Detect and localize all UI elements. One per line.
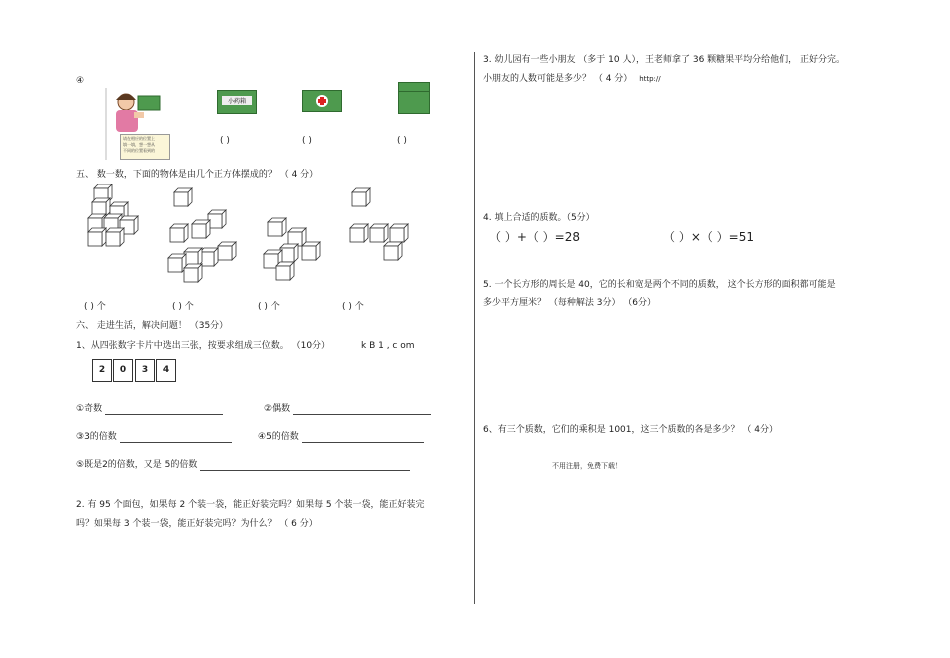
item-number-4: ④ — [76, 76, 85, 86]
front-view-box — [217, 90, 257, 114]
column-divider — [474, 52, 475, 604]
mult5-answer-line[interactable] — [302, 433, 424, 443]
blank-view-3: ( ) — [397, 136, 407, 146]
q3-noise: http:// — [639, 75, 661, 83]
top-view-box — [398, 82, 430, 114]
q4-equation-1: （ ）+（ ）=28 — [489, 230, 581, 244]
mult2and5-answer-line[interactable] — [200, 461, 410, 471]
speech-caption — [120, 134, 170, 160]
even-label: ②偶数 — [264, 404, 291, 414]
child-medicine-kit-illustration — [104, 86, 172, 162]
q5-line2: 多少平方厘米？ （每种解法 3分） （6分） — [483, 298, 657, 308]
cube-stack-2 — [168, 188, 236, 282]
cube-stack-1 — [88, 184, 138, 246]
odd-answer-line[interactable] — [105, 405, 223, 415]
cube-stack-4 — [350, 188, 408, 260]
cube-stack-3 — [264, 218, 320, 280]
caption-line: 填一填，想一想从 — [123, 142, 155, 147]
side-view-box — [302, 90, 342, 112]
mult3-label: ③3的倍数 — [76, 432, 117, 442]
answer-row-mult5 — [258, 432, 424, 443]
answer-row-even — [264, 404, 431, 415]
odd-label: ①奇数 — [76, 404, 103, 414]
section6-title: 六、 走进生活，解决问题！ （35分） — [76, 321, 229, 331]
digit-card-4: 4 — [156, 359, 176, 382]
q2-line1: 2. 有 95 个面包，如果每 2 个装一袋，能正好装完吗？如果每 5 个装一袋，能正好装完 — [76, 500, 425, 510]
blank-count-2: ( ) 个 — [172, 302, 194, 312]
q1-text: 1、从四张数字卡片中选出三张，按要求组成三位数。 （10分） — [76, 341, 331, 351]
q2-line2: 吗？如果每 3 个装一袋，能正好装完吗？为什么？ （ 6 分） — [76, 519, 318, 529]
answer-row-mult2and5 — [76, 460, 410, 471]
caption-line: 不同的位置看到的 — [123, 148, 155, 153]
q3-line1: 3. 幼儿园有一些小朋友 （多于 10 人），王老师拿了 36 颗糖果平均分给他们， 正好分完。 — [483, 55, 846, 65]
section5-title: 五、 数一数，下面的物体是由几个正方体摆成的？ （ 4 分） — [76, 170, 319, 180]
cube-stacks-figure — [80, 184, 420, 290]
download-note: 不用注册，免费下载！ — [552, 462, 622, 470]
blank-count-4: ( ) 个 — [342, 302, 364, 312]
caption-line: 请在相应的位置上 — [123, 136, 155, 141]
answer-row-mult3 — [76, 432, 232, 443]
blank-view-2: ( ) — [302, 136, 312, 146]
mult5-label: ④5的倍数 — [258, 432, 299, 442]
watermark-noise: k B 1 , c om — [361, 341, 415, 351]
q4-equation-2: （ ）×（ ）=51 — [663, 230, 755, 244]
mult2and5-label: ⑤既是2的倍数，又是 5的倍数 — [76, 460, 198, 470]
q5-line1: 5. 一个长方形的周长是 40，它的长和宽是两个不同的质数， 这个长方形的面积都可能是 — [483, 280, 836, 290]
kit-label: 小药箱 — [222, 96, 252, 105]
q4-title: 4. 填上合适的质数。（5分） — [483, 213, 595, 223]
blank-count-1: ( ) 个 — [84, 302, 106, 312]
q3-line2 — [483, 74, 661, 85]
red-cross-icon — [303, 91, 341, 111]
digit-card-2: 2 — [92, 359, 112, 382]
q3-line2-text: 小朋友的人数可能是多少？ （ 4 分） — [483, 74, 633, 84]
digit-card-0: 0 — [113, 359, 133, 382]
mult3-answer-line[interactable] — [120, 433, 232, 443]
even-answer-line[interactable] — [293, 405, 431, 415]
blank-view-1: ( ) — [220, 136, 230, 146]
digit-card-3: 3 — [135, 359, 155, 382]
q6-line1: 6、有三个质数，它们的乘积是 1001，这三个质数的各是多少？ （ 4分） — [483, 425, 778, 435]
answer-row-odd — [76, 404, 223, 415]
blank-count-3: ( ) 个 — [258, 302, 280, 312]
